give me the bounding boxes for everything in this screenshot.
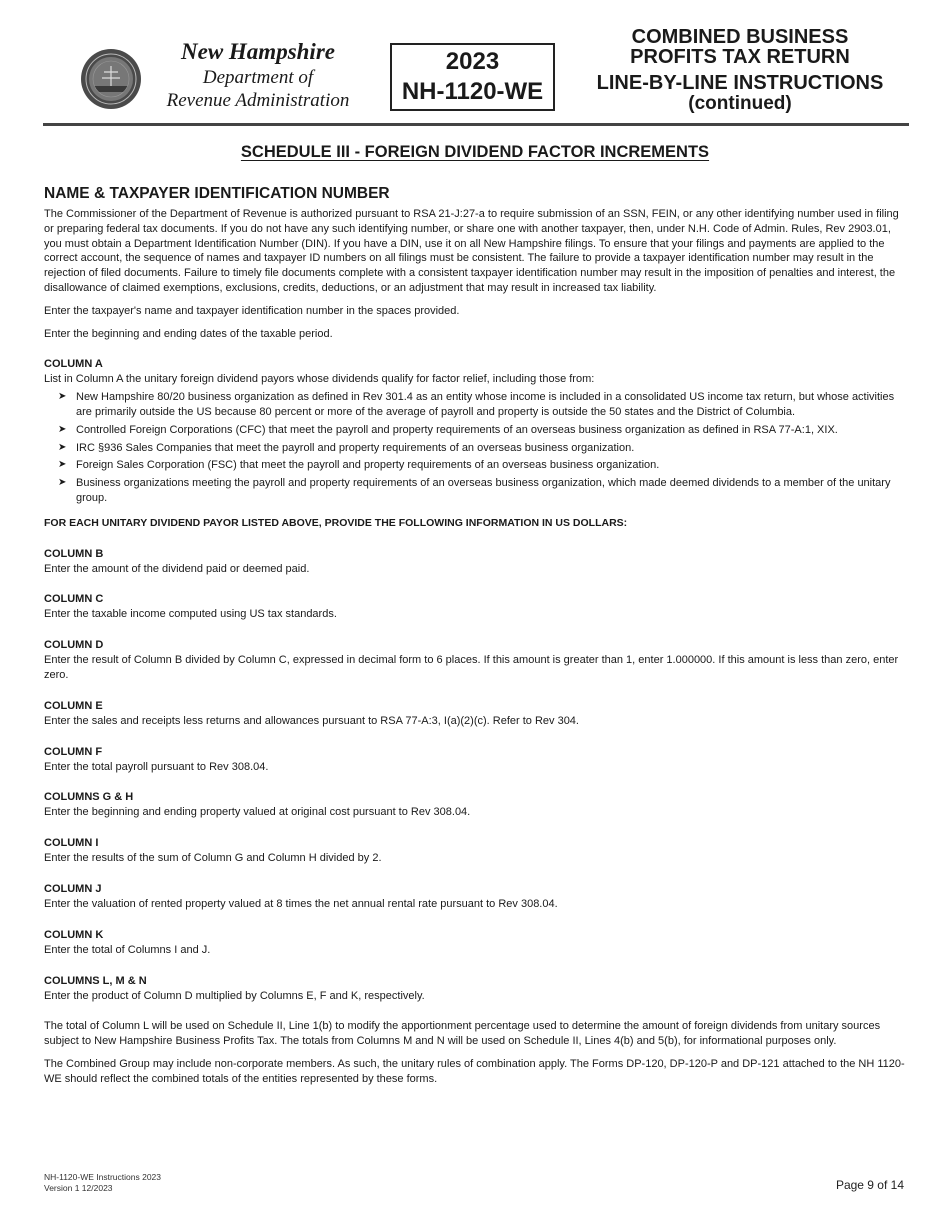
columns-g-h-text: Enter the beginning and ending property valued at original cost pursuant to Rev 308.04. [44, 806, 471, 819]
form-year: 2023 [445, 48, 500, 75]
column-j-text: Enter the valuation of rented property valued at 8 times the net annual rental rate pursuant to Rev 308.04. [44, 897, 558, 910]
columns-g-h-label: COLUMNS G & H [44, 791, 134, 804]
column-a-label: COLUMN A [44, 358, 103, 371]
agency-name [152, 38, 364, 112]
footer-doc-info [44, 1172, 161, 1194]
taxpayer-id-paragraph: The Commissioner of the Department of Revenue is authorized pursuant to RSA 21-J:27-a to require submission of an SSN, FEIN, or any other identifying number used in filing or preparing federal tax documents. If you do not have any such identifying number, or share one with another taxpayer, then, under N.H. Code of Admin. Rules, Rev 2903.01, you must obtain a Department Identification Number (DIN). If you have a DIN, use it on all New Hampshire filings. To ensure that your filings and payments are applied to the correct account, the sequence of names and taxpayer ID numbers on all filings must be consistent. The failure to provide a taxpayer identification number may result in the rejection of filed documents. Failure to timely file documents complete with a consistent taxpayer identification number may result in the imposition of penalties and interest, the disallowance of claimed exemptions, exclusions, credits, deductions, or an adjustment that may result in increased tax liability. [44, 208, 899, 294]
column-f-text: Enter the total payroll pursuant to Rev 308.04. [44, 760, 269, 773]
column-b-label: COLUMN B [44, 547, 104, 560]
page-number: Page 9 of 14 [835, 1178, 904, 1192]
column-c-label: COLUMN C [44, 593, 104, 606]
state-seal-icon [80, 48, 142, 110]
column-f-label: COLUMN F [44, 745, 103, 758]
title-line-4: (continued) [688, 93, 792, 114]
columns-l-m-n-label: COLUMNS L, M & N [44, 974, 147, 987]
column-d-label: COLUMN D [44, 639, 104, 652]
schedule-title [0, 143, 950, 162]
section-heading: NAME & TAXPAYER IDENTIFICATION NUMBER [44, 185, 390, 202]
title-line-1: COMBINED BUSINESS [631, 26, 849, 48]
column-b-text: Enter the amount of the dividend paid or deemed paid. [44, 562, 310, 575]
column-e-label: COLUMN E [44, 699, 103, 712]
arrow-bullet-icon: ➤ [58, 423, 67, 435]
instructions-body [44, 184, 908, 1087]
list-item: ➤ New Hampshire 80/20 business organization as defined in Rev 301.4 as an entity whose income is included in a consolidated US income tax return, but whose activities are primarily outside the US because 80 percent or more of the average of payroll and property is outside the 50 states and the District of Columbia. [58, 391, 895, 418]
column-d-text: Enter the result of Column B divided by Column C, expressed in decimal form to 6 places. If this amount is greater than 1, enter 1.000000. If this amount is less than zero, enter zero. [44, 654, 899, 681]
list-item: ➤ Foreign Sales Corporation (FSC) that meet the payroll and property requirements of an overseas business organization. [58, 459, 660, 472]
department-line-1: Department of [202, 67, 314, 88]
arrow-bullet-icon: ➤ [58, 459, 67, 471]
title-line-3: LINE-BY-LINE INSTRUCTIONS [596, 72, 884, 94]
column-a-intro: List in Column A the unitary foreign dividend payors whose dividends qualify for factor relief, including those from: [44, 373, 595, 386]
closing-paragraph-2: The Combined Group may include non-corporate members. As such, the unitary rules of combination apply. The Forms DP-120, DP-120-P and DP-121 attached to the NH 1120-WE should reflect the combined totals of the entities represented by these forms. [44, 1057, 905, 1085]
document-title [590, 27, 890, 115]
arrow-bullet-icon: ➤ [58, 441, 67, 453]
header-divider [43, 123, 909, 126]
column-k-label: COLUMN K [44, 928, 104, 941]
each-payor-heading: FOR EACH UNITARY DIVIDEND PAYOR LISTED ABOVE, PROVIDE THE FOLLOWING INFORMATION IN US DOLLARS: [44, 516, 628, 529]
footer-version: Version 1 12/2023 [44, 1183, 113, 1193]
column-i-label: COLUMN I [44, 837, 99, 850]
form-number: NH-1120-WE [401, 78, 544, 105]
column-j-label: COLUMN J [44, 882, 102, 895]
column-i-text: Enter the results of the sum of Column G and Column H divided by 2. [44, 852, 382, 865]
footer-doc-name: NH-1120-WE Instructions 2023 [44, 1172, 162, 1182]
column-c-text: Enter the taxable income computed using US tax standards. [44, 608, 337, 621]
arrow-bullet-icon: ➤ [58, 391, 67, 403]
name-instruction: Enter the taxpayer's name and taxpayer identification number in the spaces provided. [44, 304, 460, 317]
column-a-bullet-list [44, 390, 908, 506]
column-e-text: Enter the sales and receipts less returns and allowances pursuant to RSA 77-A:3, I(a)(2)(c). Refer to Rev 304. [44, 714, 579, 727]
form-number-box [390, 43, 555, 111]
period-instruction: Enter the beginning and ending dates of the taxable period. [44, 327, 333, 340]
schedule-title-text: SCHEDULE III - FOREIGN DIVIDEND FACTOR INCREMENTS [240, 143, 710, 161]
list-item: ➤ IRC §936 Sales Companies that meet the payroll and property requirements of an overseas business organization. [58, 441, 635, 454]
list-item: ➤ Controlled Foreign Corporations (CFC) that meet the payroll and property requirements of an overseas business organization as defined in RSA 77-A:1, XIX. [58, 423, 838, 436]
columns-l-m-n-text: Enter the product of Column D multiplied by Columns E, F and K, respectively. [44, 989, 425, 1002]
arrow-bullet-icon: ➤ [58, 477, 67, 489]
title-line-2: PROFITS TAX RETURN [630, 46, 850, 68]
column-k-text: Enter the total of Columns I and J. [44, 943, 211, 956]
closing-paragraph-1: The total of Column L will be used on Schedule II, Line 1(b) to modify the apportionment percentage used to determine the amount of foreign dividends from unitary sources subject to New Hampshire Business Profits Tax. The totals from Columns M and N will be used on Schedule II, Lines 4(b) and 5(b), for informational purposes only. [44, 1020, 881, 1048]
state-name: New Hampshire [181, 39, 335, 64]
department-line-2: Revenue Administration [166, 90, 350, 111]
list-item: ➤ Business organizations meeting the payroll and property requirements of an overseas business organization, which made deemed dividends to a member of the unitary group. [58, 477, 891, 504]
